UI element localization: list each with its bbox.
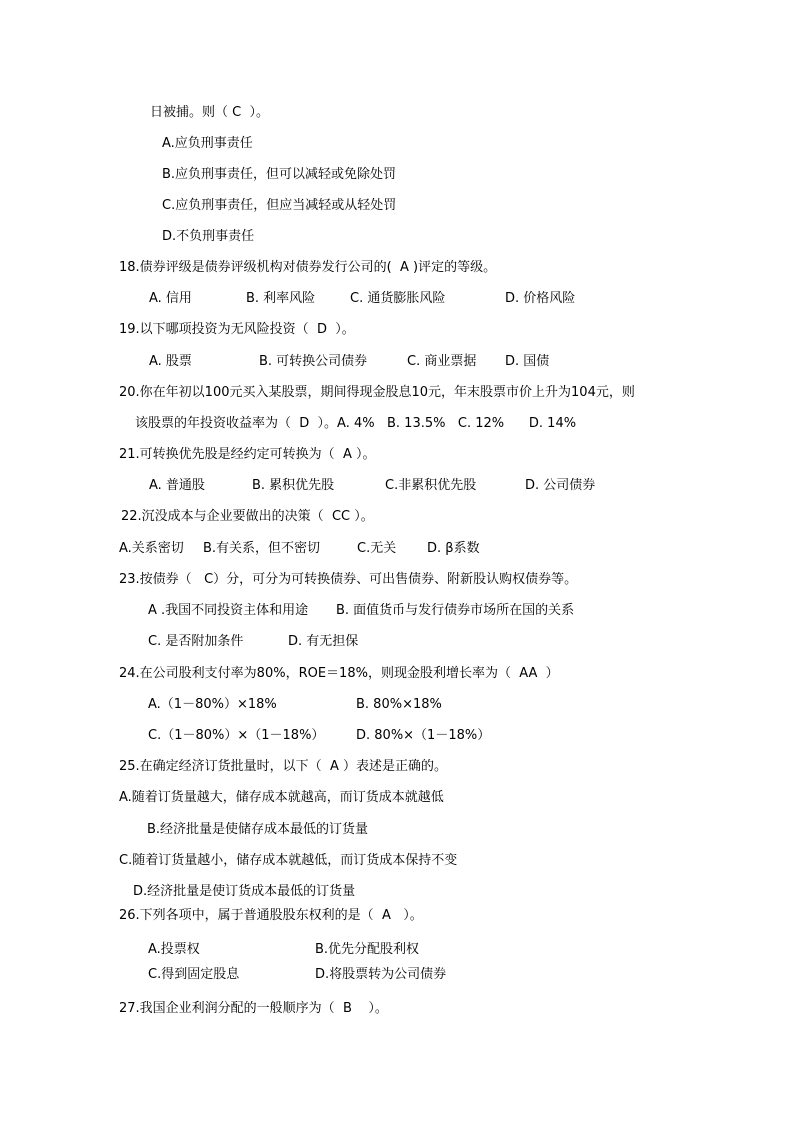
q20-stem-continued: 该股票的年投资收益率为（ D ）。A. 4% B. 13.5% C. 12% D. 14% bbox=[135, 416, 577, 431]
q24-option-b: B. 80%×18% bbox=[356, 697, 442, 712]
q21-option-c: C.非累积优先股 bbox=[385, 478, 477, 493]
q24-option-c: C.（1－80%）×（1－18%） bbox=[148, 728, 325, 743]
q24-option-d: D. 80%×（1－18%） bbox=[356, 728, 491, 743]
q22-option-c: C.无关 bbox=[357, 541, 397, 556]
q19-option-b: B. 可转换公司债券 bbox=[259, 354, 368, 369]
q17-option-c: C.应负刑事责任，但应当减轻或从轻处罚 bbox=[162, 198, 397, 213]
q25-option-c: C.随着订货量越小，储存成本就越低，而订货成本保持不变 bbox=[119, 853, 458, 868]
q17-option-a: A.应负刑事责任 bbox=[162, 136, 253, 151]
q26-stem: 26.下列各项中，属于普通股股东权利的是（ A ）。 bbox=[119, 908, 423, 923]
q18-stem: 18.债券评级是债券评级机构对债券发行公司的( A )评定的等级。 bbox=[119, 260, 497, 275]
q25-option-d: D.经济批量是使订货成本最低的订货量 bbox=[133, 884, 356, 899]
q23-option-c: C. 是否附加条件 bbox=[148, 634, 244, 649]
q19-stem: 19.以下哪项投资为无风险投资（ D ）。 bbox=[119, 322, 355, 337]
q17-option-d: D.不负刑事责任 bbox=[162, 229, 255, 244]
q23-option-a: A .我国不同投资主体和用途 bbox=[148, 603, 309, 618]
q17-stem-tail: 日被捕。则（ C ）。 bbox=[150, 105, 269, 120]
q22-stem: 22.沉没成本与企业要做出的决策（ CC ）。 bbox=[121, 509, 374, 524]
q21-option-b: B. 累积优先股 bbox=[252, 478, 335, 493]
q19-option-d: D. 国债 bbox=[505, 354, 550, 369]
q21-stem: 21.可转换优先股是经约定可转换为（ A ）。 bbox=[119, 447, 376, 462]
q25-option-a: A.随着订货量越大，储存成本就越高，而订货成本就越低 bbox=[119, 790, 444, 805]
q18-option-c: C. 通货膨胀风险 bbox=[350, 291, 446, 306]
q22-option-b: B.有关系，但不密切 bbox=[203, 541, 321, 556]
q22-option-d: D. β系数 bbox=[427, 541, 480, 556]
q25-option-b: B.经济批量是使储存成本最低的订货量 bbox=[147, 822, 369, 837]
q18-option-b: B. 利率风险 bbox=[246, 291, 316, 306]
q17-option-b: B.应负刑事责任，但可以减轻或免除处罚 bbox=[162, 167, 397, 182]
q23-option-d: D. 有无担保 bbox=[288, 634, 359, 649]
q27-stem: 27.我国企业利润分配的一般顺序为（ B ）。 bbox=[119, 1001, 388, 1016]
q19-option-a: A. 股票 bbox=[149, 354, 192, 369]
q26-option-d: D.将股票转为公司债券 bbox=[315, 967, 447, 982]
q26-option-a: A.投票权 bbox=[148, 942, 200, 957]
q25-stem: 25.在确定经济订货批量时，以下（ A ）表述是正确的。 bbox=[119, 759, 447, 774]
q18-option-a: A. 信用 bbox=[149, 291, 192, 306]
q22-option-a: A.关系密切 bbox=[119, 541, 184, 556]
q21-option-d: D. 公司债券 bbox=[525, 478, 596, 493]
q18-option-d: D. 价格风险 bbox=[505, 291, 576, 306]
q19-option-c: C. 商业票据 bbox=[407, 354, 477, 369]
q24-stem: 24.在公司股利支付率为80%，ROE＝18%，则现金股利增长率为（ AA ） bbox=[119, 666, 559, 681]
q20-stem: 20.你在年初以100元买入某股票，期间得现金股息10元，年末股票市价上升为104元，则 bbox=[119, 385, 635, 400]
q26-option-c: C.得到固定股息 bbox=[148, 967, 240, 982]
q26-option-b: B.优先分配股利权 bbox=[315, 942, 420, 957]
q23-option-b: B. 面值货币与发行债券市场所在国的关系 bbox=[336, 603, 575, 618]
q24-option-a: A.（1－80%）×18% bbox=[148, 697, 277, 712]
q21-option-a: A. 普通股 bbox=[149, 478, 205, 493]
q23-stem: 23.按债券（ C）分，可分为可转换债券、可出售债券、附新股认购权债券等。 bbox=[119, 572, 578, 587]
